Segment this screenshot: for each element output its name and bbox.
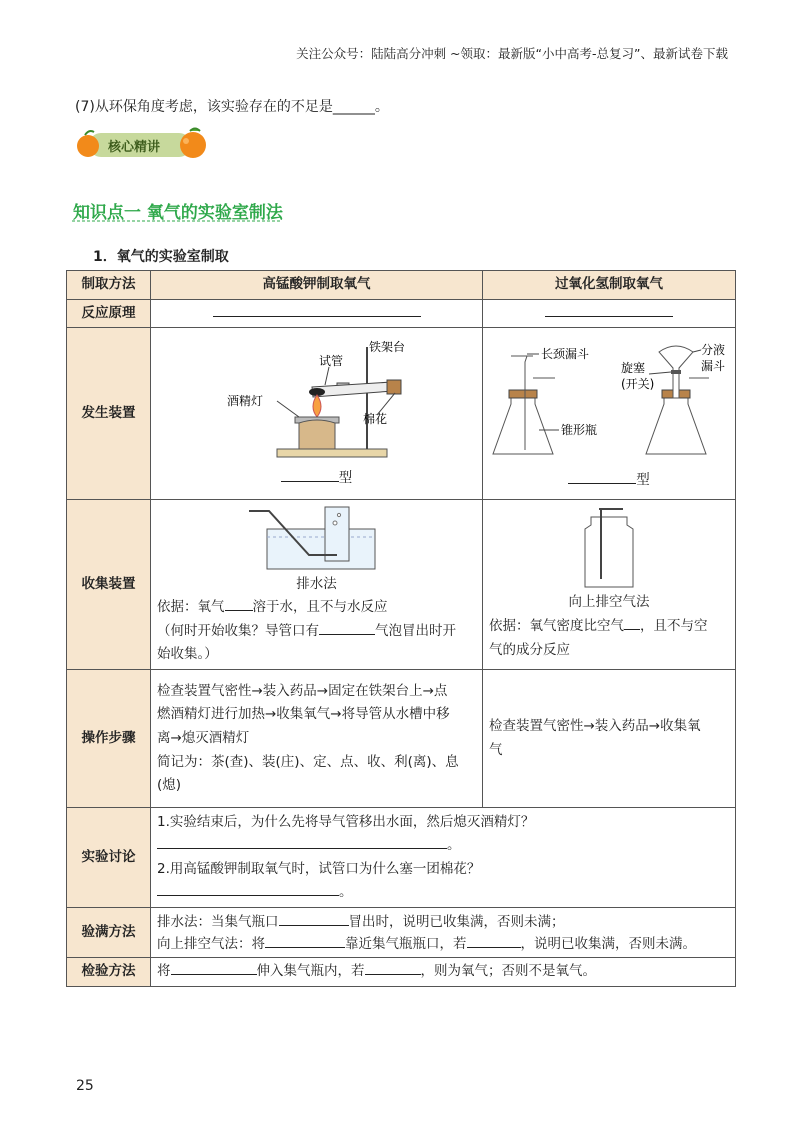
section-badge <box>73 124 207 162</box>
apparatus-left-cell <box>151 328 483 500</box>
apparatus-left-type: 型 <box>338 469 353 486</box>
fullcheck-line2b: 靠近集气瓶瓶口，若 <box>345 935 467 952</box>
collection-right-cell <box>483 500 736 670</box>
page-number: 25 <box>76 1078 94 1094</box>
page-header: 关注公众号：陆陆高分冲刺 ~领取：最新版“小中高考-总复习”、最新试卷下载 <box>296 46 728 61</box>
test-cell <box>151 958 736 987</box>
row-head-full-check: 验满方法 <box>67 908 151 958</box>
row-head-apparatus: 发生装置 <box>67 328 151 500</box>
discussion-q2: 2.用高锰酸钾制取氧气时，试管口为什么塞一团棉花？ <box>157 860 481 877</box>
method-upward-air: 向上排空气法 <box>568 594 650 611</box>
row-head-discussion: 实验讨论 <box>67 808 151 908</box>
label-sep-funnel-1: 分液 <box>701 343 726 358</box>
discussion-end-2: 。 <box>339 884 353 901</box>
steps-right-cell <box>483 670 736 808</box>
apparatus-right-type: 型 <box>636 472 650 489</box>
oxygen-prep-table <box>66 270 736 987</box>
label-sep-funnel-2: 漏斗 <box>701 359 726 374</box>
label-test-tube: 试管 <box>318 353 343 368</box>
col-header-h2o2: 过氧化氢制取氧气 <box>483 271 736 300</box>
fullcheck-line2c: ，说明已收集满，否则未满。 <box>520 935 696 952</box>
steps-right-line1: 检查装置气密性→装入药品→收集氧 <box>489 718 701 735</box>
collection-left-cell <box>151 500 483 670</box>
label-cotton: 棉花 <box>362 411 387 426</box>
sub-title: 1．氧气的实验室制取 <box>93 249 229 265</box>
section-title: 知识点一 氧气的实验室制法 <box>73 203 283 223</box>
fullcheck-line1b: 冒出时，说明已收集满，否则未满； <box>348 913 565 930</box>
row-head-steps: 操作步骤 <box>67 670 151 808</box>
coll-right-line1a: 依据：氧气密度比空气 <box>489 617 624 634</box>
fullcheck-line1a: 排水法：当集气瓶口 <box>157 913 279 930</box>
title-underline <box>72 218 280 224</box>
reaction-blank-left <box>151 299 483 328</box>
coll-left-line1b: 溶于水，且不与水反应 <box>252 599 388 616</box>
label-long-funnel: 长颈漏斗 <box>541 347 590 362</box>
coll-right-line2: 气的成分反应 <box>489 641 570 658</box>
label-stopcock: 旋塞 <box>621 361 646 376</box>
label-conical-flask: 锥形瓶 <box>561 423 598 438</box>
row-head-reaction: 反应原理 <box>67 299 151 328</box>
fullcheck-line2a: 向上排空气法：将 <box>157 935 265 952</box>
steps-left-line2: 燃酒精灯进行加热→收集氧气→将导管从水槽中移 <box>157 706 450 723</box>
coll-left-line1a: 依据：氧气 <box>157 599 225 616</box>
col-header-kmno4: 高锰酸钾制取氧气 <box>151 271 483 300</box>
test-a: 将 <box>157 963 171 980</box>
label-alcohol-lamp: 酒精灯 <box>226 393 263 408</box>
steps-left-line1: 检查装置气密性→装入药品→固定在铁架台上→点 <box>157 682 448 699</box>
method-water: 排水法 <box>296 575 337 592</box>
apparatus-right-cell <box>483 328 736 500</box>
h2o2-apparatus-diagram <box>489 334 729 469</box>
steps-left-line4: 简记为：茶(查)、装(庄)、定、点、收、利(离)、息 <box>157 753 459 770</box>
question-7: (7)从环保角度考虑，该实验存在的不足是______。 <box>75 99 389 115</box>
test-c: ，则为氧气；否则不是氧气。 <box>420 963 596 980</box>
label-iron-stand: 铁架台 <box>368 339 405 354</box>
test-b: 伸入集气瓶内，若 <box>256 963 365 980</box>
col-header-method: 制取方法 <box>67 271 151 300</box>
upward-air-diagram <box>569 507 649 591</box>
kmno4-apparatus-diagram <box>217 337 417 467</box>
steps-left-cell <box>151 670 483 808</box>
coll-left-line2b: 气泡冒出时开 <box>375 622 456 639</box>
water-displacement-diagram <box>247 503 387 573</box>
label-switch: (开关) <box>621 377 655 392</box>
coll-left-line2a: （何时开始收集？导管口有 <box>157 622 319 639</box>
steps-left-line3: 离→熄灭酒精灯 <box>157 729 250 746</box>
discussion-cell <box>151 808 736 908</box>
row-head-test: 检验方法 <box>67 958 151 987</box>
reaction-blank-right <box>483 299 736 328</box>
discussion-end-1: 。 <box>447 837 461 854</box>
steps-right-line2: 气 <box>489 741 503 758</box>
coll-right-line1b: ，且不与空 <box>640 617 708 634</box>
coll-left-line3: 始收集。） <box>157 646 218 663</box>
full-check-cell <box>151 908 736 958</box>
discussion-q1: 1.实验结束后，为什么先将导气管移出水面，然后熄灭酒精灯？ <box>157 813 535 830</box>
row-head-collection: 收集装置 <box>67 500 151 670</box>
steps-left-line5: (熄) <box>157 777 182 794</box>
badge-label: 核心精讲 <box>108 140 161 155</box>
